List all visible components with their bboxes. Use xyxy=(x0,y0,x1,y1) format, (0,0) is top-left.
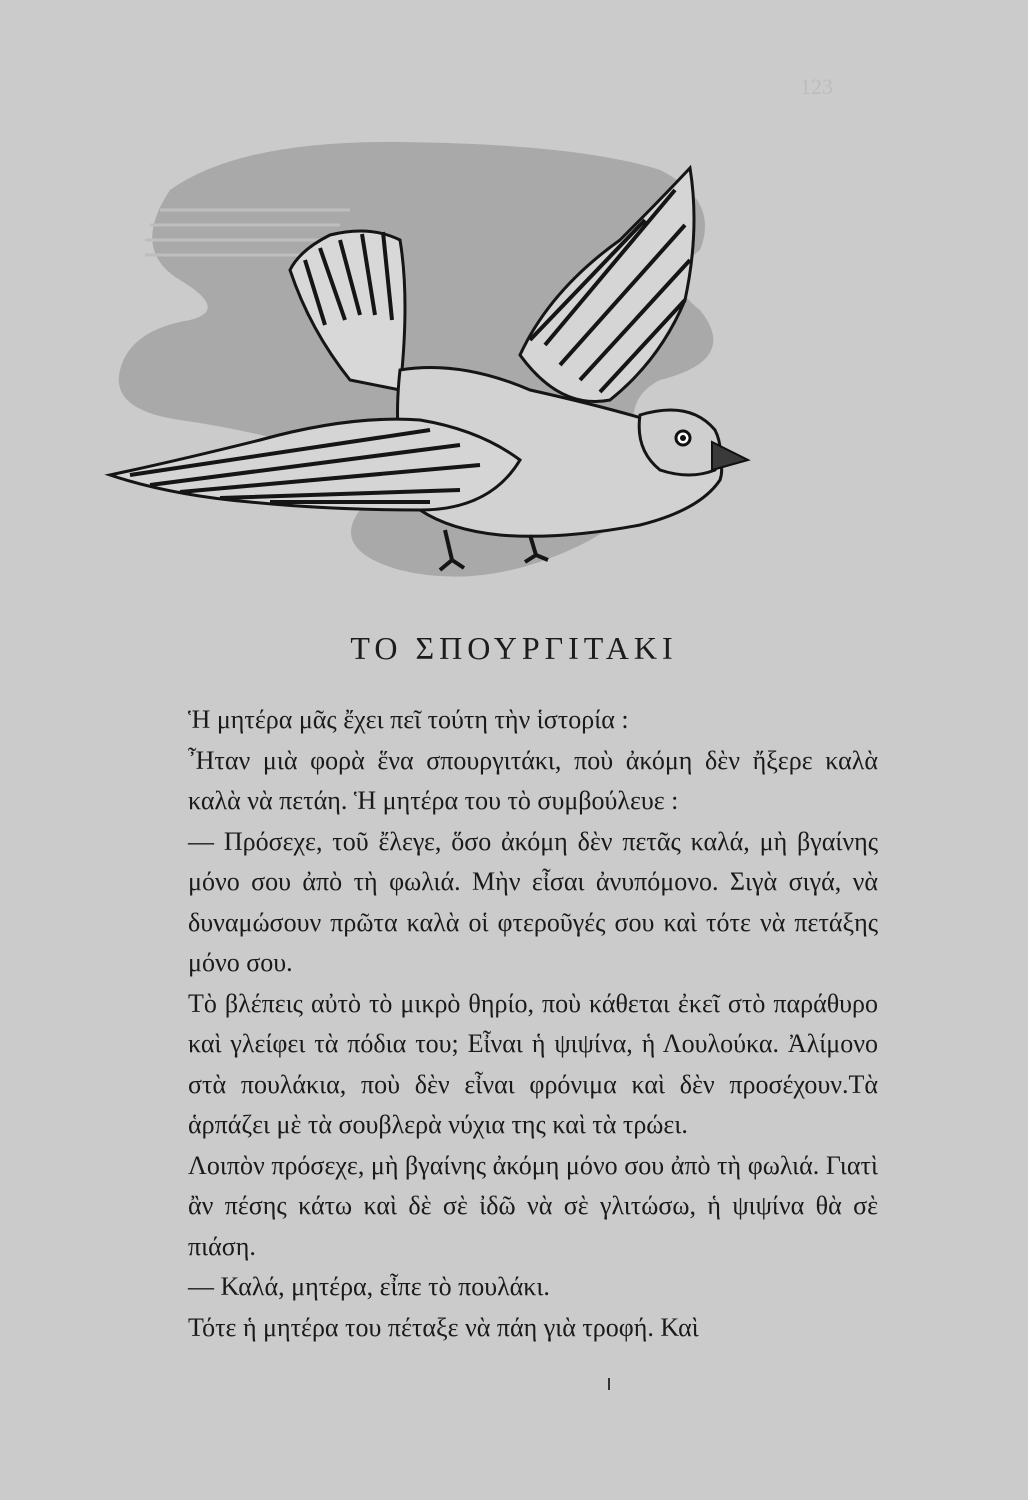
paragraph-4: Τὸ βλέπεις αὐτὸ τὸ μικρὸ θηρίο, ποὺ κάθεται ἐκεῖ στὸ παράθυρο καὶ γλείφει τὰ πόδια του; Εἶναι ἡ ψιψίνα, ἡ Λουλούκα. Ἀλίμονο στὰ πουλάκια, ποὺ δὲν εἶναι φρόνιμα καὶ δὲν προσέχουν.Τὰ ἁρπάζει μὲ τὰ σουβλερὰ νύχια της καὶ τὰ τρώει. xyxy=(188,988,878,1139)
left-wing xyxy=(110,419,520,510)
bird-head xyxy=(639,410,748,475)
page-number: 123 xyxy=(800,74,833,99)
stray-mark xyxy=(608,1378,610,1390)
story-title: ΤΟ ΣΠΟΥΡΓΙΤΑΚΙ xyxy=(350,630,678,666)
sparrow-icon xyxy=(100,130,760,610)
paragraph-1: Ἡ μητέρα μᾶς ἔχει πεῖ τούτη τὴν ἱστορία : xyxy=(188,705,629,734)
paragraph-3: — Πρόσεχε, τοῦ ἔλεγε, ὅσο ἀκόμη δὲν πετᾶς καλά, μὴ βγαίνης μόνο σου ἀπὸ τὴ φωλιά. Μὴν εἶσαι ἀνυπόμονο. Σιγὰ σιγά, νὰ δυναμώσουν πρῶτα καλὰ οἱ φτεροῦγές σου καὶ τότε νὰ πετάξης μόνο σου. xyxy=(188,826,878,977)
story-text xyxy=(130,700,878,1348)
paragraph-7: Τότε ἡ μητέρα του πέταξε νὰ πάη γιὰ τροφή. Καὶ xyxy=(188,1312,699,1342)
paragraph-2: Ἦταν μιὰ φορὰ ἕνα σπουργιτάκι, ποὺ ἀκόμη δὲν ἤξερε καλὰ καλὰ νὰ πετάη. Ἡ μητέρα του τὸ συμβούλευε : xyxy=(188,745,878,815)
paragraph-5: Λοιπὸν πρόσεχε, μὴ βγαίνης ἀκόμη μόνο σου ἀπὸ τὴ φωλιά. Γιατὶ ἂν πέσης κάτω καὶ δὲ σὲ ἰδῶ νὰ σὲ γλιτώσω, ἡ ψιψίνα θὰ σὲ πιάση. xyxy=(188,1150,878,1261)
paragraph-6: — Καλά, μητέρα, εἶπε τὸ πουλάκι. xyxy=(188,1272,550,1301)
